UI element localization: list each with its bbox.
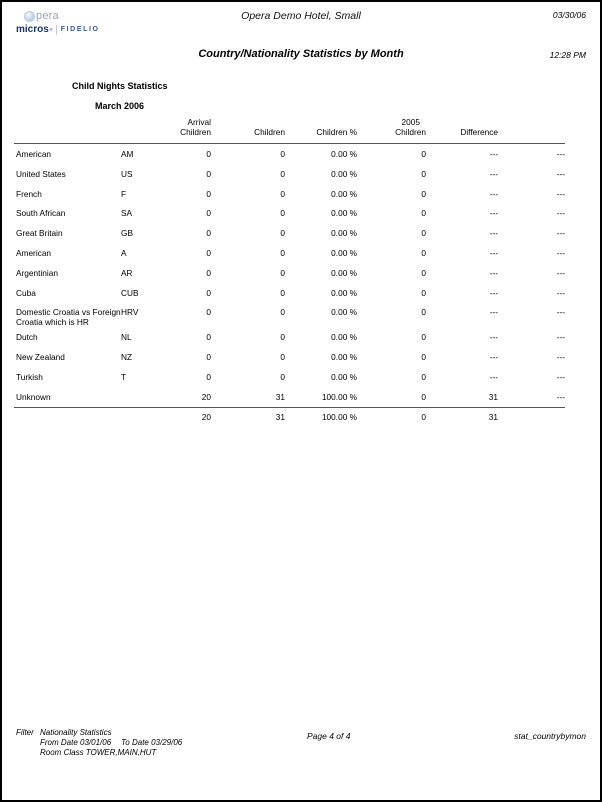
table-row xyxy=(14,263,565,283)
children-pct-cell: 0.00 % xyxy=(331,149,357,159)
difference-cell: --- xyxy=(489,307,498,318)
table-row xyxy=(14,203,565,223)
extra-cell: --- xyxy=(556,267,565,278)
country-code-cell: AR xyxy=(121,267,133,278)
arrival-children-cell: 0 xyxy=(206,168,211,179)
country-code-cell: CUB xyxy=(121,287,139,298)
children-2005-cell: 0 xyxy=(421,168,426,179)
children-pct-cell: 0.00 % xyxy=(331,208,357,219)
difference-cell: --- xyxy=(489,352,498,363)
table-row xyxy=(14,327,565,347)
children-cell: 0 xyxy=(280,307,285,318)
difference-cell: --- xyxy=(489,168,498,179)
filter-line-room-class: Room Class TOWER,MAIN,HUT xyxy=(40,748,157,757)
extra-cell: --- xyxy=(556,332,565,343)
extra-cell: --- xyxy=(556,307,565,318)
arrival-children-cell: 0 xyxy=(206,332,211,343)
arrival-children-cell: 20 xyxy=(201,391,211,402)
totals-arrival-cell: 20 xyxy=(201,411,211,422)
table-row xyxy=(14,283,565,303)
children-2005-cell: 0 xyxy=(421,352,426,363)
totals-children-pct-cell: 100.00 % xyxy=(321,411,357,422)
children-2005-cell: 0 xyxy=(421,267,426,278)
difference-cell: --- xyxy=(489,267,498,278)
extra-cell: --- xyxy=(556,391,565,402)
fidelio-logo-text: FIDELIO xyxy=(60,26,100,33)
children-cell: 0 xyxy=(280,247,285,258)
children-pct-cell: 0.00 % xyxy=(331,287,357,298)
arrival-children-cell: 0 xyxy=(206,352,211,363)
arrival-children-cell: 0 xyxy=(206,287,211,298)
registered-mark-icon: ® xyxy=(49,27,53,32)
children-pct-cell: 0.00 % xyxy=(331,188,357,199)
totals-code-cell xyxy=(121,412,157,425)
children-cell: 0 xyxy=(280,168,285,179)
report-time: 12:28 PM xyxy=(549,50,586,60)
totals-children-cell: 31 xyxy=(275,411,285,422)
children-cell: 0 xyxy=(280,228,285,239)
col-header-2005-children xyxy=(357,117,426,137)
extra-cell: --- xyxy=(556,287,565,298)
children-cell: 0 xyxy=(280,208,285,219)
children-2005-cell: 0 xyxy=(421,391,426,402)
table-row xyxy=(14,223,565,243)
children-cell: 0 xyxy=(280,188,285,199)
extra-cell: --- xyxy=(556,228,565,239)
country-code-cell: NZ xyxy=(121,352,133,363)
extra-cell: --- xyxy=(556,247,565,258)
country-name-cell: French xyxy=(16,188,42,199)
country-name-cell: United States xyxy=(16,168,66,179)
extra-cell: --- xyxy=(556,188,565,199)
children-cell: 0 xyxy=(280,352,285,363)
country-code-cell: F xyxy=(121,188,127,199)
table-row xyxy=(14,243,565,263)
filter-line-dates xyxy=(40,738,182,748)
table-header-row xyxy=(14,114,565,144)
page-indicator: Page 4 of 4 xyxy=(307,731,351,741)
table-body xyxy=(14,144,565,407)
country-name-cell: New Zealand xyxy=(16,352,65,363)
footer-filter-label: Filter xyxy=(16,728,34,737)
country-code-cell: NL xyxy=(121,332,132,343)
report-title: Country/Nationality Statistics by Month xyxy=(198,48,404,60)
country-code-cell: HRV xyxy=(121,307,139,318)
children-pct-cell: 0.00 % xyxy=(331,307,357,318)
country-name-cell: Unknown xyxy=(16,391,51,402)
country-code-cell: A xyxy=(121,247,127,258)
arrival-children-cell: 0 xyxy=(206,228,211,239)
children-2005-cell: 0 xyxy=(421,287,426,298)
arrival-children-cell: 0 xyxy=(206,149,211,159)
children-cell: 0 xyxy=(280,287,285,298)
children-cell: 0 xyxy=(280,371,285,382)
country-name-cell: Domestic Croatia vs Foreign Croatia which is HR xyxy=(16,307,121,328)
arrival-children-cell: 0 xyxy=(206,371,211,382)
hotel-name: Opera Demo Hotel, Small xyxy=(241,10,361,22)
children-pct-cell: 0.00 % xyxy=(331,228,357,239)
country-code-cell xyxy=(121,392,157,407)
children-2005-cell: 0 xyxy=(421,332,426,343)
country-name-cell: American xyxy=(16,247,52,258)
report-id: stat_countrybymon xyxy=(514,731,586,741)
arrival-children-cell: 0 xyxy=(206,307,211,318)
arrival-children-cell: 0 xyxy=(206,247,211,258)
report-date: 03/30/06 xyxy=(552,10,586,20)
difference-cell: --- xyxy=(489,247,498,258)
children-2005-cell: 0 xyxy=(421,208,426,219)
totals-row xyxy=(14,407,565,425)
arrival-children-cell: 0 xyxy=(206,188,211,199)
difference-cell: --- xyxy=(489,149,498,159)
logo-divider xyxy=(56,25,57,35)
children-pct-cell: 0.00 % xyxy=(331,371,357,382)
difference-cell: --- xyxy=(489,188,498,199)
opera-logo-text: pera xyxy=(36,10,59,22)
country-code-cell: T xyxy=(121,371,127,382)
arrival-children-cell: 0 xyxy=(206,267,211,278)
section-title: Child Nights Statistics xyxy=(72,81,168,91)
difference-cell: --- xyxy=(489,287,498,298)
children-pct-cell: 100.00 % xyxy=(321,391,357,402)
children-pct-cell: 0.00 % xyxy=(331,332,357,343)
arrival-children-cell: 0 xyxy=(206,208,211,219)
col-header-2005-children-label: Children xyxy=(395,127,426,137)
totals-difference-cell: 31 xyxy=(488,411,498,422)
difference-cell: --- xyxy=(489,228,498,239)
totals-name-cell xyxy=(14,412,121,425)
micros-fidelio-logo xyxy=(16,24,100,35)
col-header-2005-year: 2005 xyxy=(401,117,420,127)
table-row xyxy=(14,387,565,407)
country-code-cell: AM xyxy=(121,149,134,159)
children-2005-cell: 0 xyxy=(421,188,426,199)
country-name-cell: Dutch xyxy=(16,332,38,343)
statistics-table xyxy=(14,114,565,425)
country-name-cell: South African xyxy=(16,208,66,219)
filter-to-date: To Date 03/29/06 xyxy=(121,738,183,747)
children-cell: 0 xyxy=(280,267,285,278)
country-code-cell: US xyxy=(121,168,133,179)
children-pct-cell: 0.00 % xyxy=(331,267,357,278)
section-month: March 2006 xyxy=(95,101,145,111)
table-row xyxy=(14,367,565,387)
totals-2005-children-cell: 0 xyxy=(421,411,426,422)
extra-cell: --- xyxy=(556,371,565,382)
table-row xyxy=(14,144,565,164)
children-cell: 0 xyxy=(280,149,285,159)
extra-cell: --- xyxy=(556,208,565,219)
table-row xyxy=(14,347,565,367)
difference-cell: --- xyxy=(489,332,498,343)
footer-filter-lines xyxy=(40,728,182,758)
children-2005-cell: 0 xyxy=(421,149,426,159)
children-pct-cell: 0.00 % xyxy=(331,168,357,179)
children-pct-cell: 0.00 % xyxy=(331,352,357,363)
children-cell: 31 xyxy=(275,391,285,402)
table-row xyxy=(14,164,565,184)
col-header-children: Children xyxy=(254,127,285,137)
children-2005-cell: 0 xyxy=(421,228,426,239)
country-name-cell: Cuba xyxy=(16,287,36,298)
col-header-difference: Difference xyxy=(460,127,498,137)
children-2005-cell: 0 xyxy=(421,371,426,382)
country-name-cell: American xyxy=(16,149,52,159)
country-code-cell: GB xyxy=(121,228,133,239)
table-row xyxy=(14,184,565,204)
micros-logo-text: micros xyxy=(16,24,49,35)
children-2005-cell: 0 xyxy=(421,247,426,258)
difference-cell: --- xyxy=(489,208,498,219)
children-pct-cell: 0.00 % xyxy=(331,247,357,258)
extra-cell: --- xyxy=(556,149,565,159)
table-row xyxy=(14,302,565,327)
difference-cell: 31 xyxy=(488,391,498,402)
children-2005-cell: 0 xyxy=(421,307,426,318)
country-name-cell: Turkish xyxy=(16,371,43,382)
country-name-cell: Great Britain xyxy=(16,228,63,239)
children-cell: 0 xyxy=(280,332,285,343)
col-header-children-pct: Children % xyxy=(316,127,357,137)
col-header-arrival-children: Arrival Children xyxy=(180,117,211,137)
country-code-cell: SA xyxy=(121,208,133,219)
filter-line-report-name: Nationality Statistics xyxy=(40,728,112,737)
extra-cell: --- xyxy=(556,352,565,363)
totals-extra-cell xyxy=(498,412,565,425)
difference-cell: --- xyxy=(489,371,498,382)
filter-from-date: From Date 03/01/06 xyxy=(40,738,112,747)
extra-cell: --- xyxy=(556,168,565,179)
country-name-cell: Argentinian xyxy=(16,267,58,278)
